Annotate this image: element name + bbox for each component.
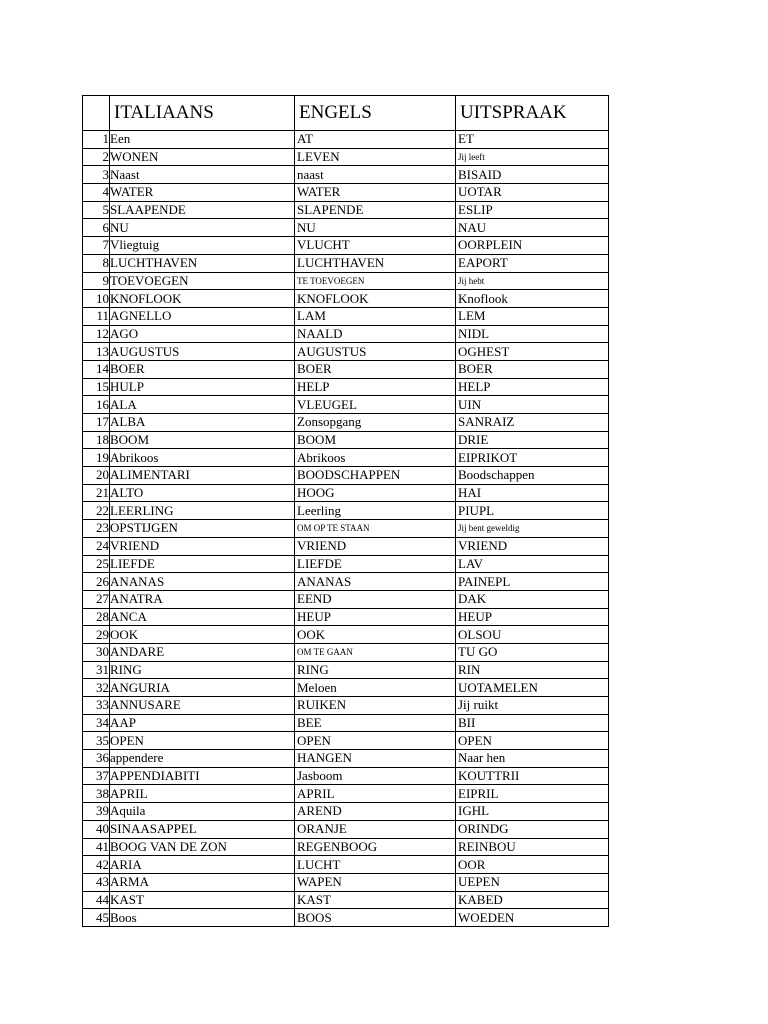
row-number: 19 (83, 449, 110, 467)
english-word: AUGUSTUS (295, 343, 456, 361)
table-row (83, 608, 609, 626)
italian-word: Naast (110, 166, 295, 184)
english-word: Meloen (295, 679, 456, 697)
table-row (83, 697, 609, 715)
row-number: 3 (83, 166, 110, 184)
english-word: OM OP TE STAAN (295, 520, 456, 538)
table-row (83, 237, 609, 255)
english-word: OM TE GAAN (295, 643, 456, 661)
row-number: 44 (83, 891, 110, 909)
italian-word: SLAAPENDE (110, 201, 295, 219)
row-number: 14 (83, 360, 110, 378)
pronunciation: Jij leeft (456, 148, 609, 166)
table-body (83, 131, 609, 927)
pronunciation: NAU (456, 219, 609, 237)
italian-word: AUGUSTUS (110, 343, 295, 361)
table-row (83, 785, 609, 803)
english-word: BOODSCHAPPEN (295, 467, 456, 485)
italian-word: OPEN (110, 732, 295, 750)
italian-word: ANNUSARE (110, 697, 295, 715)
italian-word: WONEN (110, 148, 295, 166)
italian-word: ANGURIA (110, 679, 295, 697)
italian-word: Een (110, 131, 295, 149)
table-row (83, 414, 609, 432)
english-word: LAM (295, 307, 456, 325)
italian-word: ALA (110, 396, 295, 414)
english-word: HANGEN (295, 750, 456, 768)
english-word: Zonsopgang (295, 414, 456, 432)
italian-word: HULP (110, 378, 295, 396)
italian-word: ANANAS (110, 573, 295, 591)
table-row (83, 449, 609, 467)
table-header-row (83, 96, 609, 131)
pronunciation: PIUPL (456, 502, 609, 520)
italian-word: ALTO (110, 484, 295, 502)
row-number: 23 (83, 520, 110, 538)
table-row (83, 714, 609, 732)
italian-word: ALBA (110, 414, 295, 432)
pronunciation: HEUP (456, 608, 609, 626)
row-number: 32 (83, 679, 110, 697)
row-number: 28 (83, 608, 110, 626)
row-number: 15 (83, 378, 110, 396)
english-word: TE TOEVOEGEN (295, 272, 456, 290)
table-row (83, 873, 609, 891)
pronunciation: LEM (456, 307, 609, 325)
english-word: NU (295, 219, 456, 237)
english-word: LEVEN (295, 148, 456, 166)
row-number: 12 (83, 325, 110, 343)
pronunciation: Jij hebt (456, 272, 609, 290)
pronunciation: WOEDEN (456, 909, 609, 927)
row-number: 9 (83, 272, 110, 290)
row-number: 17 (83, 414, 110, 432)
table-row (83, 484, 609, 502)
english-word: KAST (295, 891, 456, 909)
table-row (83, 537, 609, 555)
row-number: 7 (83, 237, 110, 255)
table-row (83, 272, 609, 290)
pronunciation: BOER (456, 360, 609, 378)
row-number: 2 (83, 148, 110, 166)
table-row (83, 378, 609, 396)
pronunciation: Naar hen (456, 750, 609, 768)
pronunciation: NIDL (456, 325, 609, 343)
table-row (83, 643, 609, 661)
pronunciation: OOR (456, 856, 609, 874)
pronunciation: DAK (456, 590, 609, 608)
row-number: 27 (83, 590, 110, 608)
pronunciation: BISAID (456, 166, 609, 184)
pronunciation: Boodschappen (456, 467, 609, 485)
english-word: OOK (295, 626, 456, 644)
pronunciation: UOTAMELEN (456, 679, 609, 697)
row-number: 45 (83, 909, 110, 927)
english-word: AREND (295, 803, 456, 821)
header-pronunciation: UITSPRAAK (456, 96, 609, 131)
table-row (83, 909, 609, 927)
table-row (83, 166, 609, 184)
table-row (83, 307, 609, 325)
row-number: 39 (83, 803, 110, 821)
pronunciation: REINBOU (456, 838, 609, 856)
english-word: KNOFLOOK (295, 290, 456, 308)
pronunciation: EAPORT (456, 254, 609, 272)
english-word: Abrikoos (295, 449, 456, 467)
pronunciation: OLSOU (456, 626, 609, 644)
english-word: SLAPENDE (295, 201, 456, 219)
pronunciation: PAINEPL (456, 573, 609, 591)
pronunciation: IGHL (456, 803, 609, 821)
italian-word: Aquila (110, 803, 295, 821)
italian-word: SINAASAPPEL (110, 820, 295, 838)
table-row (83, 590, 609, 608)
italian-word: appendere (110, 750, 295, 768)
italian-word: AGO (110, 325, 295, 343)
english-word: BOOM (295, 431, 456, 449)
table-row (83, 661, 609, 679)
header-english: ENGELS (295, 96, 456, 131)
row-number: 35 (83, 732, 110, 750)
table-row (83, 767, 609, 785)
table-row (83, 254, 609, 272)
italian-word: VRIEND (110, 537, 295, 555)
row-number: 24 (83, 537, 110, 555)
italian-word: ALIMENTARI (110, 467, 295, 485)
italian-word: WATER (110, 184, 295, 202)
italian-word: LUCHTHAVEN (110, 254, 295, 272)
table-row (83, 325, 609, 343)
english-word: ANANAS (295, 573, 456, 591)
english-word: APRIL (295, 785, 456, 803)
italian-word: ARIA (110, 856, 295, 874)
row-number: 4 (83, 184, 110, 202)
english-word: BEE (295, 714, 456, 732)
pronunciation: Jij bent geweldig (456, 520, 609, 538)
pronunciation: BII (456, 714, 609, 732)
english-word: HEUP (295, 608, 456, 626)
english-word: RING (295, 661, 456, 679)
pronunciation: Knoflook (456, 290, 609, 308)
italian-word: BOOM (110, 431, 295, 449)
pronunciation: ET (456, 131, 609, 149)
italian-word: ANDARE (110, 643, 295, 661)
table-row (83, 184, 609, 202)
row-number: 42 (83, 856, 110, 874)
table-row (83, 131, 609, 149)
english-word: AT (295, 131, 456, 149)
italian-word: KAST (110, 891, 295, 909)
table-row (83, 148, 609, 166)
italian-word: LEERLING (110, 502, 295, 520)
row-number: 18 (83, 431, 110, 449)
table-row (83, 856, 609, 874)
english-word: LUCHTHAVEN (295, 254, 456, 272)
row-number: 5 (83, 201, 110, 219)
row-number: 40 (83, 820, 110, 838)
row-number: 8 (83, 254, 110, 272)
italian-word: OOK (110, 626, 295, 644)
row-number: 29 (83, 626, 110, 644)
english-word: Leerling (295, 502, 456, 520)
table-row (83, 750, 609, 768)
pronunciation: ORINDG (456, 820, 609, 838)
pronunciation: Jij ruikt (456, 697, 609, 715)
pronunciation: HAI (456, 484, 609, 502)
row-number: 38 (83, 785, 110, 803)
row-number: 43 (83, 873, 110, 891)
table-row (83, 201, 609, 219)
row-number: 10 (83, 290, 110, 308)
pronunciation: KOUTTRII (456, 767, 609, 785)
english-word: REGENBOOG (295, 838, 456, 856)
english-word: naast (295, 166, 456, 184)
italian-word: AAP (110, 714, 295, 732)
table-row (83, 838, 609, 856)
english-word: BOER (295, 360, 456, 378)
english-word: LUCHT (295, 856, 456, 874)
italian-word: TOEVOEGEN (110, 272, 295, 290)
italian-word: ANATRA (110, 590, 295, 608)
pronunciation: VRIEND (456, 537, 609, 555)
english-word: VLEUGEL (295, 396, 456, 414)
pronunciation: DRIE (456, 431, 609, 449)
pronunciation: EIPRIL (456, 785, 609, 803)
italian-word: APRIL (110, 785, 295, 803)
table-row (83, 555, 609, 573)
table-row (83, 891, 609, 909)
pronunciation: EIPRIKOT (456, 449, 609, 467)
english-word: BOOS (295, 909, 456, 927)
row-number: 20 (83, 467, 110, 485)
table-row (83, 360, 609, 378)
row-number: 34 (83, 714, 110, 732)
pronunciation: SANRAIZ (456, 414, 609, 432)
italian-word: APPENDIABITI (110, 767, 295, 785)
row-number: 11 (83, 307, 110, 325)
english-word: OPEN (295, 732, 456, 750)
english-word: LIEFDE (295, 555, 456, 573)
pronunciation: KABED (456, 891, 609, 909)
table-row (83, 431, 609, 449)
pronunciation: LAV (456, 555, 609, 573)
table-row (83, 626, 609, 644)
italian-word: KNOFLOOK (110, 290, 295, 308)
table-row (83, 502, 609, 520)
italian-word: Boos (110, 909, 295, 927)
row-number: 36 (83, 750, 110, 768)
header-italian: ITALIAANS (110, 96, 295, 131)
italian-word: RING (110, 661, 295, 679)
pronunciation: OORPLEIN (456, 237, 609, 255)
english-word: NAALD (295, 325, 456, 343)
pronunciation: UEPEN (456, 873, 609, 891)
italian-word: ARMA (110, 873, 295, 891)
row-number: 13 (83, 343, 110, 361)
table-row (83, 467, 609, 485)
row-number: 26 (83, 573, 110, 591)
row-number: 25 (83, 555, 110, 573)
table-row (83, 219, 609, 237)
row-number: 41 (83, 838, 110, 856)
row-number: 1 (83, 131, 110, 149)
table-row (83, 343, 609, 361)
header-number (83, 96, 110, 131)
pronunciation: HELP (456, 378, 609, 396)
row-number: 31 (83, 661, 110, 679)
italian-word: LIEFDE (110, 555, 295, 573)
pronunciation: TU GO (456, 643, 609, 661)
english-word: VRIEND (295, 537, 456, 555)
row-number: 22 (83, 502, 110, 520)
pronunciation: ESLIP (456, 201, 609, 219)
table-row (83, 290, 609, 308)
pronunciation: UOTAR (456, 184, 609, 202)
row-number: 37 (83, 767, 110, 785)
english-word: WATER (295, 184, 456, 202)
english-word: ORANJE (295, 820, 456, 838)
english-word: EEND (295, 590, 456, 608)
pronunciation: OGHEST (456, 343, 609, 361)
english-word: HOOG (295, 484, 456, 502)
row-number: 6 (83, 219, 110, 237)
pronunciation: OPEN (456, 732, 609, 750)
italian-word: Vliegtuig (110, 237, 295, 255)
english-word: RUIKEN (295, 697, 456, 715)
table-row (83, 803, 609, 821)
table-row (83, 679, 609, 697)
italian-word: OPSTIJGEN (110, 520, 295, 538)
english-word: Jasboom (295, 767, 456, 785)
italian-word: ANCA (110, 608, 295, 626)
pronunciation: RIN (456, 661, 609, 679)
italian-word: AGNELLO (110, 307, 295, 325)
table-row (83, 820, 609, 838)
pronunciation: UIN (456, 396, 609, 414)
table-row (83, 396, 609, 414)
row-number: 33 (83, 697, 110, 715)
english-word: VLUCHT (295, 237, 456, 255)
english-word: WAPEN (295, 873, 456, 891)
row-number: 21 (83, 484, 110, 502)
table-row (83, 520, 609, 538)
italian-word: BOOG VAN DE ZON (110, 838, 295, 856)
vocabulary-table (82, 95, 609, 927)
italian-word: BOER (110, 360, 295, 378)
row-number: 30 (83, 643, 110, 661)
table-row (83, 732, 609, 750)
table-row (83, 573, 609, 591)
italian-word: Abrikoos (110, 449, 295, 467)
row-number: 16 (83, 396, 110, 414)
english-word: HELP (295, 378, 456, 396)
italian-word: NU (110, 219, 295, 237)
